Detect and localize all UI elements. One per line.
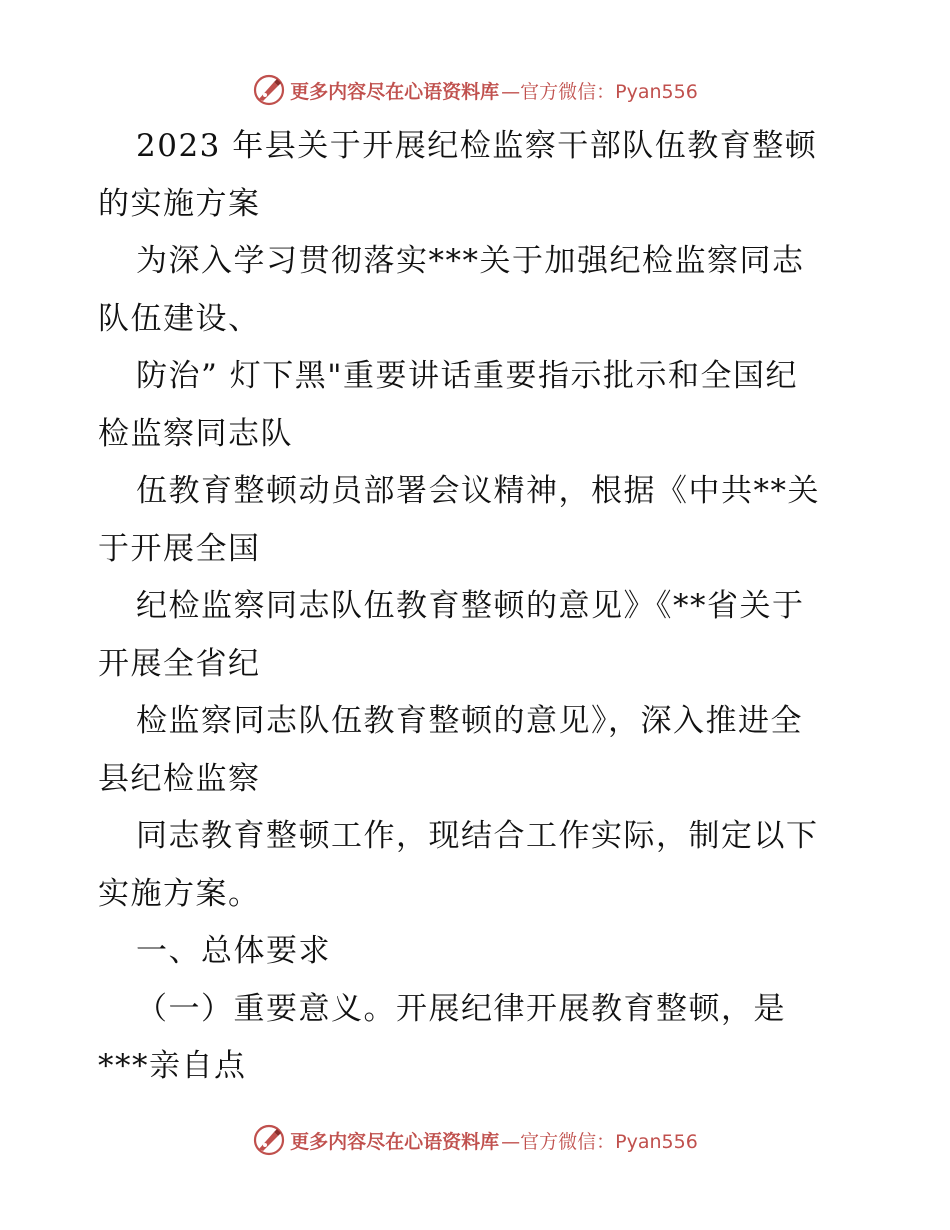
paragraph-line: 实施方案。 [98, 875, 261, 912]
section-heading: 一、总体要求 [136, 933, 331, 969]
header-contact-text: —官方微信：Pyan556 [501, 80, 698, 103]
footer-banner [0, 1120, 950, 1160]
paragraph-line: 开展全省纪 [98, 645, 261, 682]
pen-nib-logo-icon [252, 1123, 286, 1157]
paragraph-line: ***亲自点 [98, 1048, 247, 1084]
paragraph-line: 为深入学习贯彻落实***关于加强纪检监察同志 [136, 243, 805, 279]
paragraph-line: 防治” 灯下黑"重要讲话重要指示批示和全国纪 [136, 358, 798, 394]
paragraph-line: 队伍建设、 [98, 300, 261, 337]
paragraph-line: （一）重要意义。开展纪律开展教育整顿，是 [136, 990, 786, 1027]
document-body [98, 118, 858, 1096]
paragraph-line: 县纪检监察 [98, 760, 261, 797]
paragraph-line: 纪检监察同志队伍教育整顿的意见》《**省关于 [136, 588, 805, 624]
header-brand-text: 更多内容尽在心语资料库 [290, 80, 500, 103]
paragraph-line: 检监察同志队伍教育整顿的意见》，深入推进全 [136, 703, 803, 739]
paragraph-line: 同志教育整顿工作，现结合工作实际，制定以下 [136, 818, 819, 854]
paragraph-line: 伍教育整顿动员部署会议精神，根据《中共**关 [136, 473, 820, 509]
footer-contact-text: —官方微信：Pyan556 [501, 1130, 698, 1153]
header-banner [0, 70, 950, 110]
pen-nib-logo-icon [252, 73, 286, 107]
paragraph-line: 检监察同志队 [98, 415, 293, 452]
document-title-line-1: 2023 年县关于开展纪检监察干部队伍教育整顿 [136, 128, 818, 164]
footer-brand-text: 更多内容尽在心语资料库 [290, 1130, 500, 1153]
paragraph-line: 于开展全国 [98, 530, 261, 567]
document-title-line-2: 的实施方案 [98, 185, 261, 222]
